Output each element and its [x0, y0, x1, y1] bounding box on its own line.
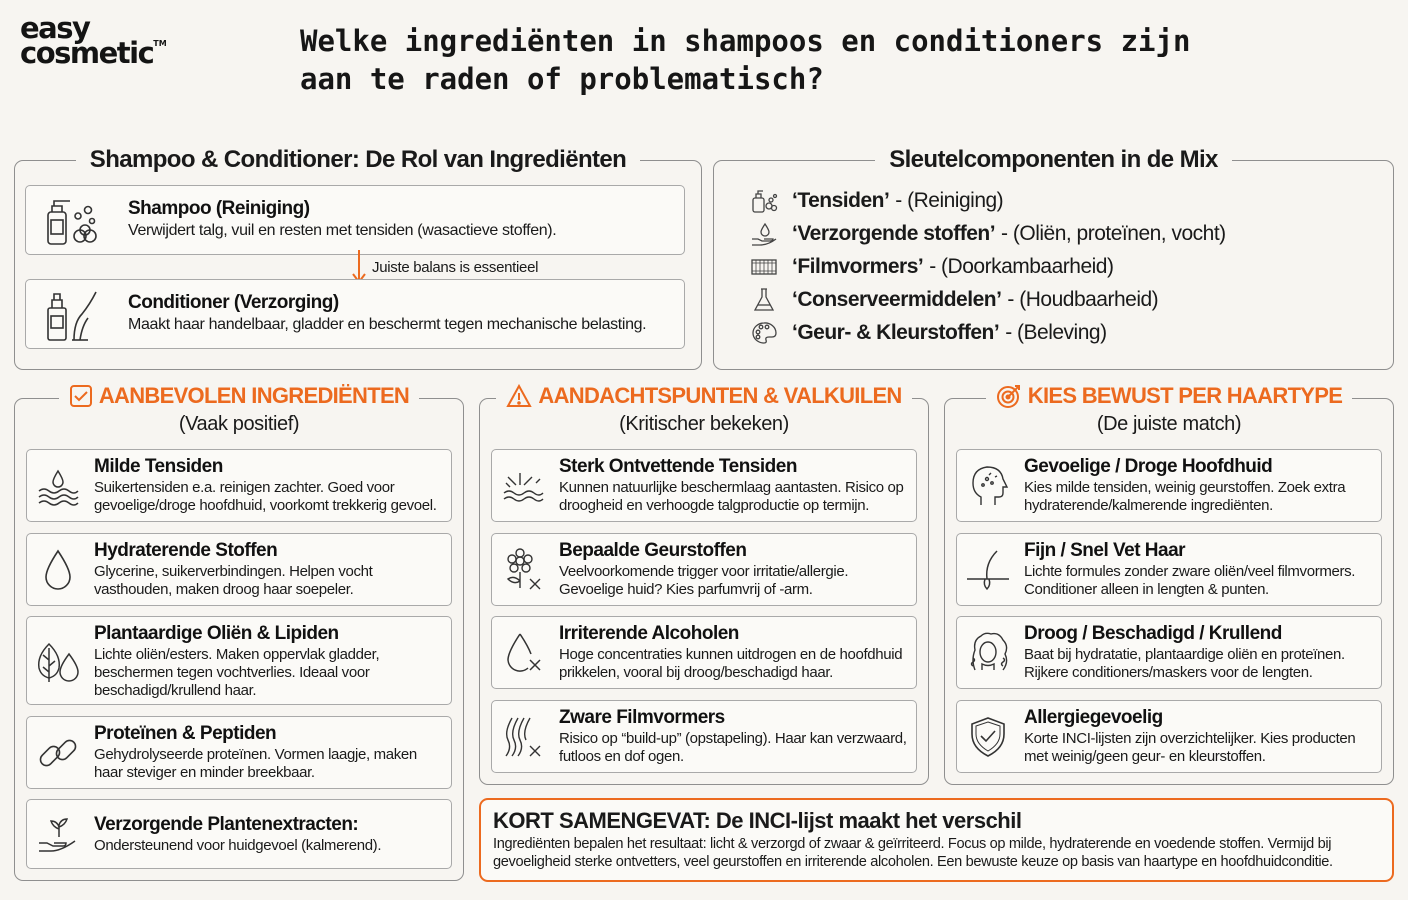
- conditioner-title: Conditioner (Verzorging): [128, 292, 339, 313]
- brand-logo: [20, 11, 167, 70]
- key-item-note: - (Houdbaarheid): [1007, 288, 1159, 311]
- hand-drop-icon: [750, 221, 780, 247]
- key-components-panel: [713, 146, 1394, 370]
- key-item-note: - (Beleving): [1005, 321, 1107, 344]
- key-item-note: - (Reiniging): [895, 189, 1004, 212]
- card-text: Risico op “build-up” (opstapeling). Haar kan verzwaard, futloos en dof ogen.: [559, 729, 907, 765]
- hairtype-subtitle: (De juiste match): [1096, 413, 1242, 435]
- warnings-title: AANDACHTSPUNTEN & VALKUILEN: [538, 383, 902, 408]
- key-item: [750, 220, 1226, 248]
- card-title: Proteïnen & Peptiden: [94, 723, 277, 744]
- shampoo-box: [25, 185, 685, 255]
- hair-strands-x-icon: [500, 714, 546, 760]
- card-title: Hydraterende Stoffen: [94, 540, 278, 561]
- conditioner-box: [25, 279, 685, 349]
- card-text: Glycerine, suikerverbindingen. Helpen vocht vasthouden, maken droog haar soepeler.: [94, 562, 373, 598]
- hairtype-title: KIES BEWUST PER HAARTYPE: [1027, 383, 1343, 408]
- page-title: Welke ingrediënten in shampoos en conditioners zijn aan te raden of problematisch?: [300, 24, 1191, 97]
- chain-link-icon: [35, 730, 81, 776]
- warning-triangle-icon: [506, 384, 532, 408]
- card-title: Plantaardige Oliën & Lipiden: [94, 623, 339, 644]
- card-text: Suikertensiden e.a. reinigen zachter. Goed voor gevoelige/droge hoofdhuid, voorkomt trekkerig gevoel.: [94, 478, 437, 514]
- card-title: Droog / Beschadigd / Krullend: [1024, 623, 1282, 644]
- key-panel-title: Sleutelcomponenten in de Mix: [875, 146, 1232, 173]
- card-title: Irriterende Alcoholen: [559, 623, 739, 644]
- recommended-title: AANBEVOLEN INGREDIËNTEN: [98, 383, 410, 408]
- balance-text: Juiste balans is essentieel: [372, 258, 539, 276]
- hand-plant-icon: [35, 811, 81, 857]
- key-item-note: - (Oliën, proteïnen, vocht): [1001, 222, 1226, 245]
- warning-card: [491, 616, 917, 689]
- target-icon: [996, 383, 1022, 409]
- warning-card: [491, 449, 917, 522]
- hairtype-card: [956, 616, 1382, 689]
- key-item-name: ‘Verzorgende stoffen’: [792, 222, 996, 245]
- recommended-subtitle: (Vaak positief): [178, 413, 300, 435]
- key-item-name: ‘Conserveermiddelen’: [792, 288, 1002, 311]
- recommended-card: [26, 799, 452, 869]
- key-item: [750, 187, 1003, 215]
- leaf-drop-icon: [35, 638, 81, 684]
- recommended-card: [26, 533, 452, 606]
- shampoo-title: Shampoo (Reiniging): [128, 198, 310, 219]
- conditioner-text: Maakt haar handelbaar, gladder en beschermt tegen mechanische belasting.: [128, 315, 647, 333]
- card-title: Gevoelige / Droge Hoofdhuid: [1024, 456, 1273, 477]
- card-title: Sterk Ontvettende Tensiden: [559, 456, 797, 477]
- flower-x-icon: [500, 547, 546, 593]
- palette-icon: [750, 320, 780, 346]
- conditioner-hair-icon: [44, 288, 100, 342]
- key-item-name: ‘Tensiden’: [792, 189, 890, 212]
- card-text: Hoge concentraties kunnen uitdrogen en de hoofdhuid prikkelen, vooral bij droog/beschadigd haar.: [559, 645, 903, 681]
- card-text: Lichte formules zonder zware oliën/veel filmvormers. Conditioner alleen in lengten & punten.: [1024, 562, 1356, 598]
- card-text: Kunnen natuurlijke beschermlaag aantasten. Risico op droogheid en verhoogde talgproductie op termijn.: [559, 478, 904, 514]
- recommended-card: [26, 616, 452, 705]
- card-title: Bepaalde Geurstoffen: [559, 540, 747, 561]
- warnings-subtitle: (Kritischer bekeken): [619, 413, 789, 435]
- card-title: Verzorgende Plantenextracten:: [94, 814, 359, 835]
- card-text: Gehydrolyseerde proteïnen. Vormen laagje, maken haar steviger en minder breekbaar.: [94, 745, 417, 781]
- key-item-note: - (Doorkambaarheid): [929, 255, 1114, 278]
- flask-icon: [750, 287, 780, 313]
- card-text: Lichte oliën/esters. Maken oppervlak gladder, beschermen tegen vochtverlies. Ideaal voor beschadigd/krullend haar.: [94, 645, 380, 699]
- card-title: Fijn / Snel Vet Haar: [1024, 540, 1186, 561]
- card-title: Allergiegevoelig: [1024, 707, 1163, 728]
- shield-check-icon: [965, 714, 1011, 760]
- key-item: [750, 319, 1107, 347]
- water-wave-icon: [35, 463, 81, 509]
- key-item: [750, 286, 1158, 314]
- water-drop-icon: [35, 547, 81, 593]
- shampoo-text: Verwijdert talg, vuil en resten met tensiden (wasactieve stoffen).: [128, 221, 557, 239]
- recommended-card: [26, 449, 452, 522]
- shampoo-bottle-icon: [44, 194, 100, 246]
- warnings-panel: [479, 383, 929, 785]
- drop-x-icon: [500, 630, 546, 676]
- foam-bottle-icon: [750, 188, 780, 214]
- key-item-name: ‘Geur- & Kleurstoffen’: [792, 321, 1000, 344]
- logo-line-2: cosmetic: [20, 35, 154, 70]
- logo-line-1: easy: [20, 11, 90, 45]
- summary-text: Ingrediënten bepalen het resultaat: licht & verzorgd of zwaar & geïrriteerd. Focus op milde, hydraterende en voedende stoffen. Vermijd bij gevoeligheid sterke ontvetters, veel geurstoffen en irriterende alcoholen. Een bewuste keuze op basis van haartype en hoofdhuidconditie.: [493, 836, 1333, 870]
- card-text: Korte INCI-lijsten zijn overzichtelijker. Kies producten met weinig/geen geur- en kleurstoffen.: [1024, 729, 1356, 765]
- card-text: Ondersteunend voor huidgevoel (kalmerend).: [94, 836, 382, 854]
- card-text: Baat bij hydratatie, plantaardige oliën en proteïnen. Rijkere conditioners/maskers voor de lengten.: [1024, 645, 1345, 681]
- recommended-card: [26, 716, 452, 789]
- hairtype-card: [956, 533, 1382, 606]
- warning-card: [491, 700, 917, 773]
- logo-tm: TM: [153, 38, 167, 48]
- role-panel-title: Shampoo & Conditioner: De Rol van Ingrediënten: [76, 146, 640, 173]
- hair-follicle-icon: [965, 547, 1011, 593]
- film-layer-icon: [750, 254, 780, 280]
- curly-head-icon: [965, 630, 1011, 676]
- hairtype-card: [956, 700, 1382, 773]
- head-profile-icon: [965, 463, 1011, 509]
- key-item-name: ‘Filmvormers’: [792, 255, 924, 278]
- hairtype-panel: [944, 383, 1394, 785]
- summary-box: [479, 798, 1394, 882]
- card-text: Veelvoorkomende trigger voor irritatie/allergie. Gevoelige huid? Kies parfumvrij of -arm.: [559, 562, 849, 598]
- hairtype-card: [956, 449, 1382, 522]
- stripping-skin-icon: [500, 463, 546, 509]
- card-title: Milde Tensiden: [94, 456, 223, 477]
- recommended-panel: [14, 383, 464, 881]
- warning-card: [491, 533, 917, 606]
- checkbox-icon: [69, 384, 93, 408]
- card-text: Kies milde tensiden, weinig geurstoffen. Zoek extra hydraterende/kalmerende ingrediënten.: [1024, 478, 1346, 514]
- key-item: [750, 253, 1113, 281]
- role-panel: [14, 146, 702, 370]
- summary-title: KORT SAMENGEVAT: De INCI-lijst maakt het verschil: [493, 808, 1022, 833]
- card-title: Zware Filmvormers: [559, 707, 725, 728]
